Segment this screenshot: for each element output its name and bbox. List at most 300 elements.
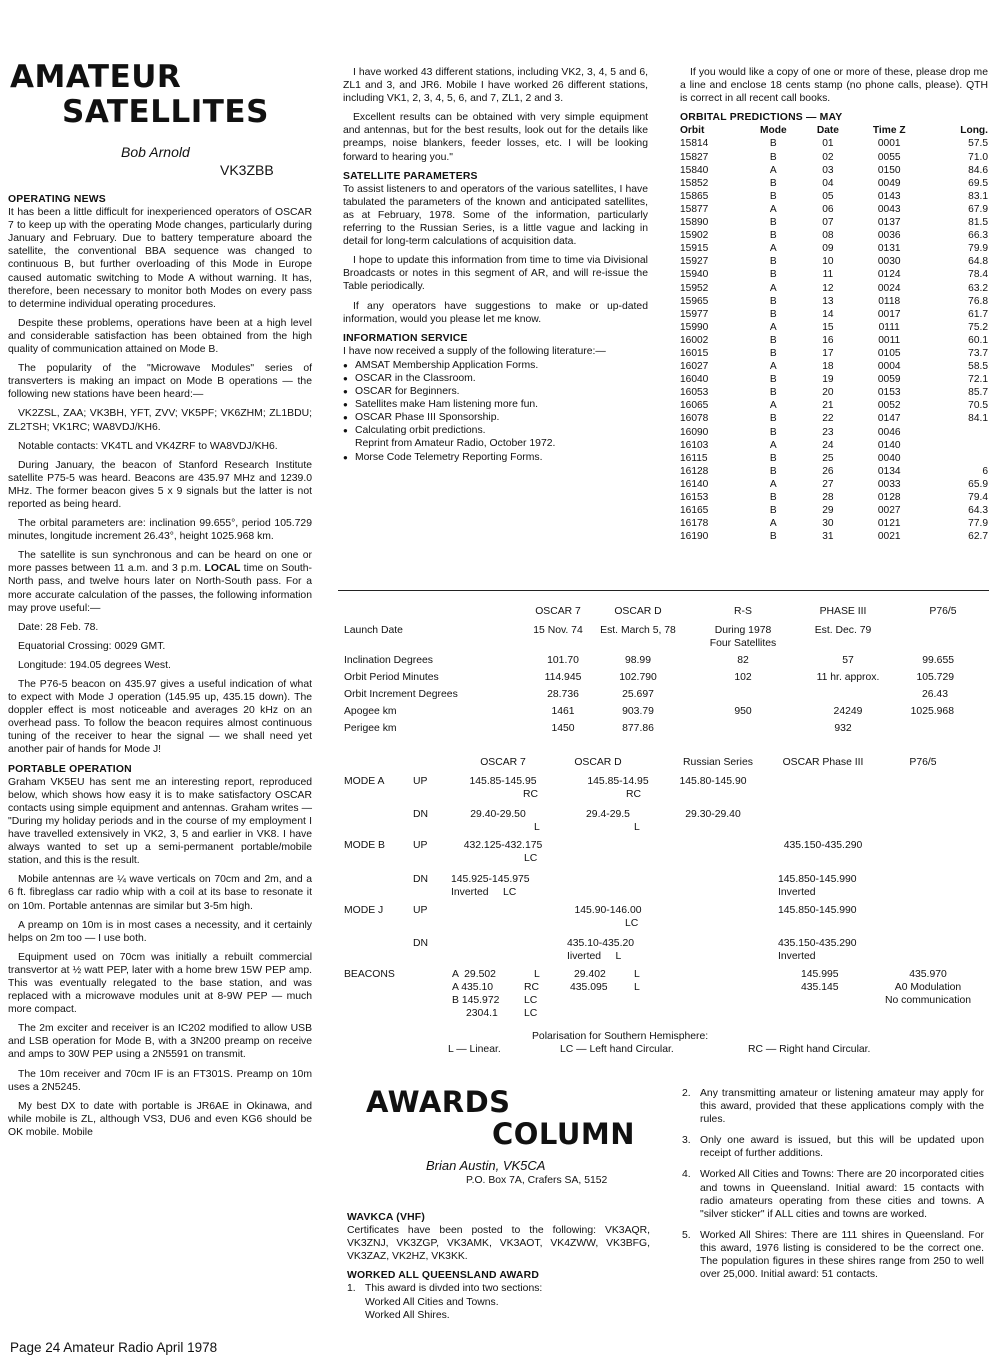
table-cell: 15852 (680, 177, 709, 189)
table-cell: 0118 (878, 295, 901, 307)
cell: 25.697 (622, 689, 654, 700)
orbit-table-header: Long. (960, 125, 988, 137)
paragraph: Date: 28 Feb. 78. (18, 621, 99, 633)
table-cell: 79.4 (968, 492, 988, 503)
table-cell: 0017 (877, 308, 901, 320)
list-item: ● OSCAR for Beginners. (343, 385, 648, 398)
list-item: Reprint from Amateur Radio, October 1972. (355, 438, 556, 450)
table-cell: 16178 (680, 518, 709, 530)
table-cell: 72.1 (968, 374, 988, 386)
table-cell: 15865 (680, 190, 709, 202)
cell: 29.4-29.5 (586, 809, 630, 820)
table-cell: B (769, 452, 777, 464)
table-cell: 0024 (877, 282, 901, 294)
table-row (680, 530, 988, 543)
cell: Inverted LC (451, 887, 517, 898)
title-line-2: SATELLITES (62, 94, 269, 130)
row-label: Orbit Increment Degrees (344, 689, 458, 700)
table-cell: 0055 (877, 151, 901, 163)
table-cell: 14 (822, 308, 834, 320)
cell: L (634, 982, 640, 993)
table-cell: 16190 (680, 531, 709, 543)
cell: 903.79 (622, 706, 654, 717)
table-cell: 24 (822, 439, 834, 451)
cell: Inverted (778, 951, 816, 962)
table-row (680, 229, 988, 242)
table-cell: 64.8 (968, 256, 988, 268)
table-cell: B (769, 387, 777, 399)
table-cell: 25 (822, 452, 834, 464)
cell: LC (625, 918, 639, 929)
cell: 1461 (551, 706, 575, 717)
table-cell: 0046 (877, 426, 901, 438)
cell: A 29.502 (452, 969, 496, 980)
cell: 102.790 (619, 672, 657, 683)
table-cell: 07 (822, 217, 834, 229)
table-row (680, 255, 988, 268)
table-cell: A (769, 203, 777, 215)
table-cell: 0140 (877, 439, 901, 451)
dir-label: DN (413, 938, 429, 949)
cell: L (634, 822, 640, 833)
table-cell: 0105 (877, 347, 901, 359)
cell: 1025.968 (910, 706, 954, 717)
cell: L (534, 969, 540, 980)
heading-operating-news: OPERATING NEWS (8, 194, 106, 205)
list-item: 5. Worked All Shires: There are 111 shires in Queensland. For this award, 1976 listing is considered to be the correct one. The population figures in these shires range from 250 to well over 25,000. Initial award: 51 contacts. (682, 1229, 984, 1281)
table-row (680, 242, 988, 255)
list-item: ● Satellites make Ham listening more fun. (343, 398, 648, 411)
cell: Four Satellites (709, 638, 777, 649)
polarisation-note: Polarisation for Southern Hemisphere: (532, 1031, 709, 1042)
table-cell: 18 (822, 361, 834, 373)
table-cell: 63.2 (968, 282, 988, 294)
satellite-parameters-table (338, 590, 989, 1063)
table-cell: A (769, 400, 777, 412)
cell: L (534, 822, 540, 833)
table-cell: 27 (822, 478, 834, 490)
cell: 145.995 (801, 969, 839, 980)
paragraph: Equatorial Crossing: 0029 GMT. (18, 640, 166, 652)
table-cell: 04 (822, 177, 834, 189)
table-cell: 64.3 (968, 505, 988, 517)
table-cell: 13 (822, 295, 834, 307)
cell: No communication (884, 995, 972, 1006)
dir-label: UP (413, 840, 428, 851)
table-cell: 0121 (877, 518, 901, 530)
cell: During 1978 (714, 625, 772, 636)
table-cell: 16 (822, 334, 834, 346)
cell: 145.90-146.00 (574, 905, 642, 916)
table-row (680, 399, 988, 412)
table-cell: 0128 (877, 492, 901, 503)
cell: 114.945 (544, 672, 582, 683)
table-cell: B (769, 374, 777, 386)
awards-list-2 (682, 1087, 984, 1281)
cell: 145.85-14.95 (587, 776, 649, 787)
table-cell: 03 (822, 164, 834, 176)
table-row (680, 216, 988, 229)
table-cell: 0137 (877, 217, 901, 229)
paragraph: During January, the beacon of Stanford Research Institute satellite P75-5 was heard. Beacons are 435.97 MHz and 1239.0 MHz. The former beacon gives 5 x 9 signals but the latter is not reported as being heard. (8, 459, 312, 510)
table-cell: 15890 (680, 217, 709, 229)
paragraph: Certificates have been posted to the following: VK3AQR, VK3ZNJ, VK3ZGP, VK3AMK, VK3AOT, VK4ZWW, VK3BFG, VK3ZAZ, VK2HZ, VK3KK. (347, 1225, 650, 1263)
table-cell: 6 (982, 465, 988, 477)
list-item: ● OSCAR Phase III Sponsorship. (343, 411, 648, 424)
table-row (680, 504, 988, 517)
table-cell: 71.0 (968, 151, 988, 163)
table-cell: 29 (822, 505, 834, 517)
col-header: P76/5 (909, 757, 937, 768)
table-cell: 15990 (680, 321, 709, 333)
column-1 (8, 191, 312, 1145)
orbit-table-header: Date (816, 125, 839, 137)
cell: 101.70 (547, 655, 579, 666)
table-row (680, 452, 988, 465)
row-label: Apogee km (344, 706, 397, 717)
table-cell: 15927 (680, 256, 709, 268)
table-cell: 15915 (680, 243, 709, 255)
heading-satellite-parameters: SATELLITE PARAMETERS (343, 170, 478, 182)
paragraph: The P76-5 beacon on 435.97 gives a useful indication of what to expect with Mode J operation (145.95 up, 435.15 down). The doppler effect is most noticeable and averages 20 kHz on an overhead pass. To follow the beacon requires almost continuous tuning of the receiver to hear the signal — we shall need yet another pair of hands for Mode J! (8, 679, 312, 756)
table-cell: 58.5 (968, 361, 988, 373)
table-cell: 16015 (680, 347, 709, 359)
table-cell: 15940 (680, 269, 709, 281)
table-cell: 16153 (680, 492, 709, 503)
paragraph: Longitude: 194.05 degrees West. (18, 659, 171, 671)
table-cell: 0111 (878, 321, 900, 333)
table-cell: 15977 (680, 308, 709, 320)
table-cell: 84.6 (968, 164, 988, 176)
table-cell: 0027 (877, 505, 901, 517)
table-cell: B (769, 256, 777, 268)
orbit-table-header: Time Z (872, 125, 906, 137)
column-3 (680, 66, 988, 543)
col-header: OSCAR D (574, 757, 622, 768)
col-header: OSCAR 7 (535, 606, 581, 617)
paragraph: The popularity of the "Microwave Modules" series of transverters is making an impact on Mode B operations — the following new stations have been heard:— (8, 363, 312, 401)
paragraph: If you would like a copy of one or more of these, please drop me a line and enclose 18 cents stamp (no phone calls, please). QTH is correct in all recent call books. (680, 67, 988, 105)
table-cell: B (769, 138, 777, 150)
row-label: Inclination Degrees (344, 655, 433, 666)
cell: 145.925-145.975 (451, 874, 530, 885)
table-row (680, 308, 988, 321)
awards-title-line-1: AWARDS (366, 1085, 511, 1119)
table-cell: 0153 (877, 387, 901, 399)
table-cell: 16053 (680, 387, 709, 399)
col-header: PHASE III (819, 606, 867, 617)
table-row (680, 491, 988, 504)
table-cell: 0021 (877, 531, 901, 543)
orbit-table-header: Orbit (680, 125, 705, 137)
table-cell: B (769, 269, 777, 281)
awards-address: P.O. Box 7A, Crafers SA, 5152 (466, 1175, 608, 1186)
table-cell: 15827 (680, 151, 709, 163)
table-cell: 75.2 (968, 321, 988, 333)
cell: Iiverted L (567, 951, 622, 962)
table-cell: 08 (822, 230, 834, 242)
table-cell: 0134 (877, 465, 901, 477)
cell: A 435.10 (452, 982, 494, 993)
cell: 102 (734, 672, 752, 683)
col-header: OSCAR Phase III (782, 757, 864, 768)
paragraph: My best DX to date with portable is JR6AE in Okinawa, and while mobile is ZL, although VS3, DU6 and even KG6 should be OK mobile. Mobile (8, 1100, 312, 1138)
table-cell: 77.9 (968, 518, 988, 530)
table-cell: 17 (822, 347, 834, 359)
table-cell: 0036 (877, 230, 901, 242)
paragraph: I have now received a supply of the following literature:— (343, 345, 606, 357)
table-row (680, 268, 988, 281)
cell: 29.30-29.40 (685, 809, 741, 820)
table-row (680, 360, 988, 373)
paragraph: Equipment used on 70cm was initially a rebuilt commercial transvertor at ½ watt PEP, later with a home brew 15W PEP amp. This was eventually relegated to the base station, and was replaced with a microwave modules unit at 8-9W PEP — much more compact. (8, 951, 312, 1016)
table-cell: A (769, 518, 777, 530)
cell: B 145.972 (452, 995, 500, 1006)
table-cell: 12 (822, 282, 834, 294)
cell: 29.40-29.50 (470, 809, 526, 820)
orbit-table-header: Mode (760, 125, 787, 137)
awards-column-left (347, 1209, 650, 1322)
table-cell: 02 (822, 151, 834, 163)
table-cell: 15902 (680, 230, 709, 242)
column-2 (343, 66, 648, 468)
table-cell: A (769, 478, 777, 490)
cell: 1450 (551, 723, 575, 734)
col-header: Russian Series (683, 757, 753, 768)
cell: 932 (834, 723, 852, 734)
table-cell: 65.9 (968, 478, 988, 490)
table-cell: B (769, 426, 777, 438)
legend-right-circular: RC — Right hand Circular. (748, 1044, 871, 1055)
table-cell: 16065 (680, 400, 709, 412)
col-header: OSCAR 7 (480, 757, 526, 768)
cell: 105.729 (916, 672, 954, 683)
row-label: Orbit Period Minutes (344, 672, 439, 683)
table-cell: 69.5 (968, 177, 988, 189)
table-cell: B (769, 295, 777, 307)
cell: 950 (734, 706, 752, 717)
cell: Est. March 5, 78 (600, 625, 676, 636)
table-cell: B (769, 217, 777, 229)
table-cell: 16115 (680, 452, 708, 464)
table-cell: 0033 (877, 478, 901, 490)
paragraph: I hope to update this information from time to time via Divisional Broadcasts or notes in this segment of AR, and will re-issue the Table periodically. (343, 255, 648, 293)
table-cell: B (769, 230, 777, 242)
table-cell: 16165 (680, 505, 709, 517)
cell: 2304.1 (466, 1008, 498, 1019)
table-cell: 16103 (680, 439, 709, 451)
paragraph: The orbital parameters are: inclination 99.655°, period 105.729 minutes, longitude increment 26.43°, height 1025.968 km. (8, 518, 312, 543)
table-cell (926, 452, 988, 465)
table-cell: 0131 (877, 243, 901, 255)
heading-waq: WORKED ALL QUEENSLAND AWARD (347, 1270, 540, 1282)
cell: A0 Modulation (894, 982, 962, 993)
table-row (680, 321, 988, 334)
table-cell: A (769, 439, 777, 451)
paragraph: It has been a little difficult for inexperienced operators of OSCAR 7 to keep up with the operating Mode changes, particularly during January and February. Due to battery temperature aboard the satellite, the conventional BBA sequence was changed to continuous B, but further overloading of this Mode in Europe caused automatic switching to Mode A without warning. It has, therefore, been necessary to monitor both Modes on every pass to determine individual operating procedures. (8, 207, 312, 310)
table-cell: 0011 (878, 334, 901, 346)
table-cell: 78.4 (968, 269, 988, 281)
table-cell: 83.1 (968, 190, 988, 202)
awards-list-1 (347, 1282, 650, 1321)
table-cell: 23 (822, 426, 834, 438)
awards-author: Brian Austin, VK5CA (426, 1158, 546, 1173)
table-cell: 0040 (877, 452, 901, 464)
cell: 145.850-145.990 (778, 874, 857, 885)
paragraph: I have worked 43 different stations, including VK2, 3, 4, 5 and 6, ZL1 and 3, and JR6. Mobile I have worked 26 different stations, including VK1, 2, 3, 4, 5, 6, and 7, ZL1, 2 and 3. (343, 67, 648, 105)
table-row (680, 478, 988, 491)
cell: 82 (737, 655, 749, 666)
mode-label: MODE B (344, 840, 385, 851)
cell: 435.970 (909, 969, 947, 980)
table-cell: 16027 (680, 361, 709, 373)
table-cell: 0059 (877, 374, 901, 386)
cell: 435.10-435.20 (567, 938, 635, 949)
table-cell: 0052 (877, 400, 901, 412)
paragraph: VK2ZSL, ZAA; VK3BH, YFT, ZVV; VK5PF; VK6ZHM; ZL1BDU; ZL2TSH; VK1RC; WA8VDJ/KH6. (8, 408, 312, 433)
cell: 24249 (833, 706, 863, 717)
cell: L (634, 969, 640, 980)
table-cell (926, 439, 988, 452)
table-row (680, 465, 988, 478)
table-cell: 21 (822, 400, 834, 412)
table-cell: 01 (822, 138, 834, 150)
page-footer: Page 24 Amateur Radio April 1978 (10, 1340, 218, 1355)
table-cell: B (769, 492, 777, 503)
table-cell: 15877 (680, 203, 709, 215)
table-cell: A (769, 282, 777, 294)
paragraph: Notable contacts: VK4TL and VK4ZRF to WA8VDJ/KH6. (18, 440, 278, 452)
paragraph: Graham VK5EU has sent me an interesting report, reproduced below, which shows how easy it is to make satisfactory OSCAR contacts using simple equipment and antennas. Graham writes — "During my holiday periods and in the course of my employment I have travelled extensively in VK2, 3, 5 and earlier in VK8. I have always wanted to set up a semi-permanent portable/mobile station, and this is the result. (8, 776, 312, 867)
byline-callsign: VK3ZBB (220, 162, 274, 178)
table-row (680, 517, 988, 530)
table-cell: 67.9 (968, 203, 988, 215)
table-cell: 16090 (680, 426, 709, 438)
awards-column-right (682, 1087, 984, 1289)
table-cell: 84.1 (968, 413, 988, 425)
table-cell: B (769, 177, 777, 189)
table-cell: 30 (822, 518, 834, 530)
table-cell: 06 (822, 203, 834, 215)
mode-label: BEACONS (344, 969, 395, 980)
table-cell: B (769, 505, 777, 517)
legend-linear: L — Linear. (448, 1044, 501, 1055)
paragraph: If any operators have suggestions to make or up-dated information, would you please let me know. (343, 300, 648, 325)
table-cell: 70.5 (968, 400, 988, 412)
table-cell (926, 426, 988, 439)
table-row (680, 295, 988, 308)
paragraph: To assist listeners to and operators of the various satellites, I have tabulated the parameters of the known and anticipated satellites, as at February, 1978. Some of the information, particularly referring to the Russian Series, is a little vague and lacking in detail for long-term calculations of acquisition data. (343, 183, 648, 248)
table-row (680, 282, 988, 295)
list-item: ● Calculating orbit predictions. (343, 424, 648, 437)
byline-author: Bob Arnold (121, 144, 190, 160)
table-cell: 16140 (680, 478, 709, 490)
paragraph: The 2m exciter and receiver is an IC202 modified to allow USB and LSB operation for Mode B, with a 3N200 preamp on receive and amps to 30W PEP using a 2N5591 on transmit. (8, 1023, 312, 1061)
table-cell: A (769, 361, 777, 373)
cell: 11 hr. approx. (816, 672, 880, 683)
table-cell: 60.1 (968, 334, 988, 346)
table-row (680, 190, 988, 203)
row-label: Launch Date (344, 625, 403, 636)
table-cell: B (769, 347, 777, 359)
table-cell: 15 (822, 321, 834, 333)
cell: 435.150-435.290 (778, 938, 857, 949)
table-row (680, 426, 988, 439)
table-row (680, 386, 988, 399)
table-row (680, 347, 988, 360)
table-cell: 15952 (680, 282, 709, 294)
cell: 26.43 (921, 689, 948, 700)
table-cell: 16128 (680, 465, 709, 477)
table-cell: 16002 (680, 334, 709, 346)
table-row (680, 439, 988, 452)
paragraph: Excellent results can be obtained with very simple equipment and antennas, but for the best results, look out for the details like preamps, noise blankers, feeder losses, etc. I will be looking forward to hearing you." (343, 112, 648, 163)
cell: 98.99 (624, 655, 651, 666)
list-item: ● AMSAT Membership Application Forms. (343, 359, 648, 372)
table-row (680, 203, 988, 216)
cell: 99.655 (922, 655, 954, 666)
list-item: ● Morse Code Telemetry Reporting Forms. (343, 451, 648, 464)
table-cell: 10 (822, 256, 834, 268)
table-cell: 16040 (680, 374, 709, 386)
legend-left-circular: LC — Left hand Circular. (560, 1044, 674, 1055)
heading-information-service: INFORMATION SERVICE (343, 332, 468, 344)
table-cell: A (769, 321, 777, 333)
dir-label: DN (413, 874, 429, 885)
list-item: ● OSCAR in the Classroom. (343, 372, 648, 385)
title-line-1: AMATEUR (10, 59, 182, 95)
list-item: 3. Only one award is issued, but this will be updated upon receipt of further additions. (682, 1135, 984, 1160)
table-cell: 0124 (877, 269, 901, 281)
cell: LC (524, 853, 538, 864)
mode-label: MODE J (344, 905, 384, 916)
table-cell: 09 (822, 243, 834, 255)
table-cell: 0043 (877, 203, 901, 215)
table-row (680, 137, 988, 150)
cell: 435.095 (570, 982, 608, 993)
table-cell: 0004 (877, 361, 901, 373)
cell: RC (626, 789, 642, 800)
table-cell: 62.7 (968, 531, 988, 543)
list-item: 2. Any transmitting amateur or listening amateur may apply for this award, provided that these applications comply with the rules. (682, 1088, 984, 1126)
literature-list (343, 359, 648, 464)
table-cell: A (769, 243, 777, 255)
mode-label: MODE A (344, 776, 385, 787)
section-title (10, 59, 269, 130)
dir-label: UP (413, 905, 428, 916)
awards-title-line-2: COLUMN (492, 1117, 636, 1151)
cell: 145.85-145.95 (469, 776, 537, 787)
list-item: 1. This award is divded into two sections: Worked All Cities and Towns. Worked All Shires. (347, 1283, 543, 1321)
table-cell: 0001 (877, 138, 901, 150)
table-cell: B (769, 334, 777, 346)
paragraph: The 10m receiver and 70cm IF is an FT301S. Preamp on 10m uses a 2N5245. (8, 1068, 312, 1093)
table-row (680, 164, 988, 177)
table-cell: 22 (822, 413, 834, 425)
table-cell: 0147 (877, 413, 901, 425)
table-cell: 11 (822, 269, 834, 281)
table-cell: 57.5 (968, 138, 988, 150)
cell: RC (523, 789, 539, 800)
table-cell: 0150 (877, 164, 901, 176)
col-header: OSCAR D (614, 606, 662, 617)
cell: 28.736 (547, 689, 579, 700)
table-cell: 19 (822, 374, 834, 386)
table-cell: B (769, 531, 777, 543)
table-cell: 16078 (680, 413, 709, 425)
table-cell: B (769, 465, 777, 477)
cell: LC (524, 1008, 538, 1019)
